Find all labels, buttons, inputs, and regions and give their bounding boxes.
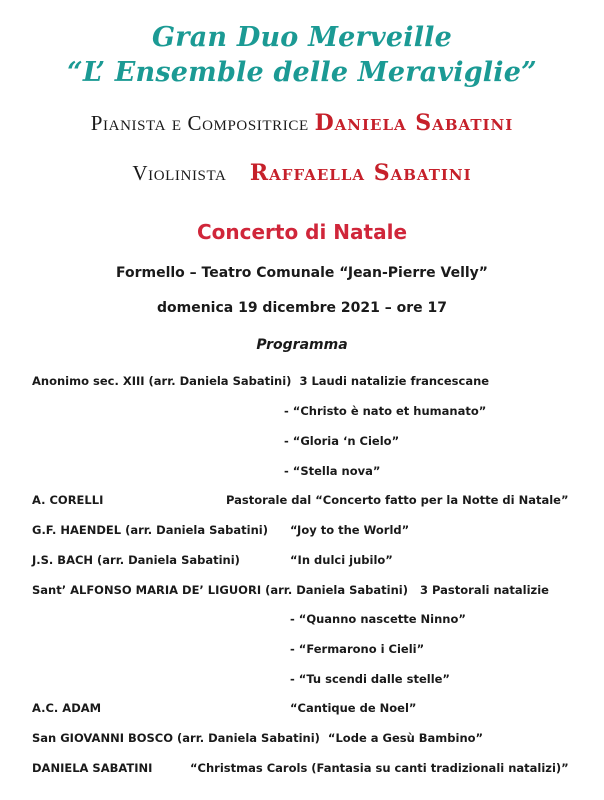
venue: Formello – Teatro Comunale “Jean-Pierre Velly” [115, 265, 489, 281]
program-composer-sabatini: DANIELA SABATINI [32, 761, 153, 775]
pianist-name: Daniela Sabatini [314, 110, 514, 136]
composer: San GIOVANNI BOSCO (arr. Daniela Sabatini) [32, 731, 320, 745]
program-composer-bach: J.S. BACH (arr. Daniela Sabatini) [32, 553, 240, 567]
ensemble-title: Gran Duo Merveille [152, 22, 452, 53]
sub-piece: - “Gloria ‘n Cielo” [284, 434, 400, 448]
sub-piece: - “Fermarono i Cieli” [290, 642, 425, 656]
violinist-line [0, 160, 604, 186]
program-composer-haendel: G.F. HAENDEL (arr. Daniela Sabatini) [32, 523, 268, 537]
program-item-anonimo [32, 374, 489, 388]
program-work-adam: “Cantique de Noel” [290, 701, 417, 715]
composer: Anonimo sec. XIII (arr. Daniela Sabatini) [32, 374, 292, 388]
concert-title: Concerto di Natale [196, 220, 408, 244]
program-composer-adam: A.C. ADAM [32, 701, 102, 715]
work-title: 3 Pastorali natalizie [420, 583, 549, 597]
ensemble-subtitle: “L’ Ensemble delle Meraviglie” [67, 57, 537, 88]
violinist-name: Raffaella Sabatini [249, 160, 472, 186]
program-item-bosco [32, 731, 483, 745]
sub-piece: - “Christo è nato et humanato” [284, 404, 487, 418]
program-work-corelli: Pastorale dal “Concerto fatto per la Notte di Natale” [226, 493, 569, 507]
sub-piece: - “Tu scendi dalle stelle” [290, 672, 450, 686]
program-heading: Programma [256, 337, 348, 353]
violinist-role: Violinista [132, 161, 227, 185]
program-work-bach: “In dulci jubilo” [290, 553, 393, 567]
program-composer-corelli: A. CORELLI [32, 493, 104, 507]
work-title: 3 Laudi natalizie francescane [299, 374, 490, 388]
program-work-haendel: “Joy to the World” [290, 523, 410, 537]
work-title: “Lode a Gesù Bambino” [327, 731, 484, 745]
sub-piece: - “Quanno nascette Ninno” [290, 612, 466, 626]
program-work-sabatini: “Christmas Carols (Fantasia su canti tradizionali natalizi)” [190, 761, 569, 775]
pianist-role: Pianista e Compositrice [90, 111, 309, 135]
composer: Sant’ ALFONSO MARIA DE’ LIGUORI (arr. Daniela Sabatini) [32, 583, 408, 597]
date-time: domenica 19 dicembre 2021 – ore 17 [156, 300, 448, 316]
sub-piece: - “Stella nova” [284, 464, 381, 478]
program-item-liguori [32, 583, 549, 597]
pianist-line [0, 110, 604, 136]
